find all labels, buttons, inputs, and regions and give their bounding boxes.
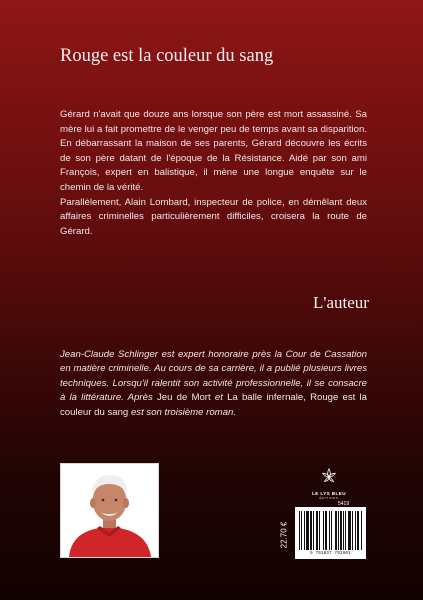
- publisher-subtitle: ÉDITIONS: [319, 496, 339, 500]
- barcode-bar: [355, 511, 356, 550]
- barcode-bar: [352, 511, 353, 550]
- bio-book-title-1: Jeu de Mort: [156, 392, 211, 404]
- barcode-bar: [357, 511, 359, 550]
- barcode-bar: [316, 511, 318, 550]
- barcode-bar: [299, 511, 300, 550]
- bio-text-3: est son troisième roman.: [130, 406, 236, 418]
- isbn-barcode: [295, 507, 366, 559]
- publisher-logo: [305, 467, 353, 500]
- barcode-bar: [361, 511, 362, 550]
- bio-text-1: Jean-Claude Schlinger est expert honoraire près la Cour de Cassation en matière criminelle. Au cours de sa carrière, il a publié plusieurs livres techniques. Lorsqu'il ralentit son activité professionnelle, il se consacre à la littérature. Après: [60, 349, 367, 404]
- price-label: [277, 510, 291, 560]
- barcode-number: 9 791037 792601: [310, 552, 351, 556]
- barcode-bar: [335, 511, 337, 550]
- barcode-bar: [306, 511, 309, 550]
- author-heading: L'auteur: [313, 293, 369, 312]
- barcode-bar: [325, 511, 327, 550]
- barcode-bar: [310, 511, 312, 550]
- author-bio: [60, 348, 367, 420]
- publisher-name: LE LYS BLEU: [312, 491, 346, 496]
- bio-text-2: et: [214, 392, 223, 404]
- author-photo: [60, 463, 159, 558]
- barcode-bar: [338, 511, 339, 550]
- barcode-bar: [313, 511, 314, 550]
- barcode-bar: [329, 511, 330, 550]
- barcode-bar: [345, 511, 346, 550]
- bio-book-title-2: La balle infernale, Rouge est la couleur du sang: [60, 392, 367, 418]
- barcode-bar: [331, 511, 332, 550]
- book-title: Rouge est la couleur du sang: [60, 46, 274, 66]
- summary-paragraph-2: Parallèlement, Alain Lombard, inspecteur de police, en démêlant deux affaires criminelles particulièrement difficiles, croisera la route de Gérard.: [60, 196, 367, 237]
- barcode-bar: [343, 511, 344, 550]
- book-summary: [60, 108, 367, 239]
- barcode-bar: [340, 511, 342, 550]
- barcode-bar: [319, 511, 320, 550]
- barcode-bar: [301, 511, 302, 550]
- summary-paragraph-1: Gérard n'avait que douze ans lorsque son père est mort assassiné. Sa mère lui a fait promettre de le venger peu de temps avant sa disparition. En débarrassant la maison de ses parents, Gérard découvre les écrits de son père datant de l'époque de la Résistance. Aidé par son ami François, expert en balistique, il mène une longue enquête sur le chemin de la vérité.: [60, 109, 367, 193]
- author-portrait-illustration: [61, 464, 158, 557]
- barcode-bar: [323, 511, 324, 550]
- barcode-bar: [348, 511, 351, 550]
- price-text: 22.70 €: [279, 521, 289, 549]
- product-code: 5419: [338, 501, 350, 507]
- lily-flower-icon: [320, 467, 338, 485]
- barcode-bar: [304, 511, 305, 550]
